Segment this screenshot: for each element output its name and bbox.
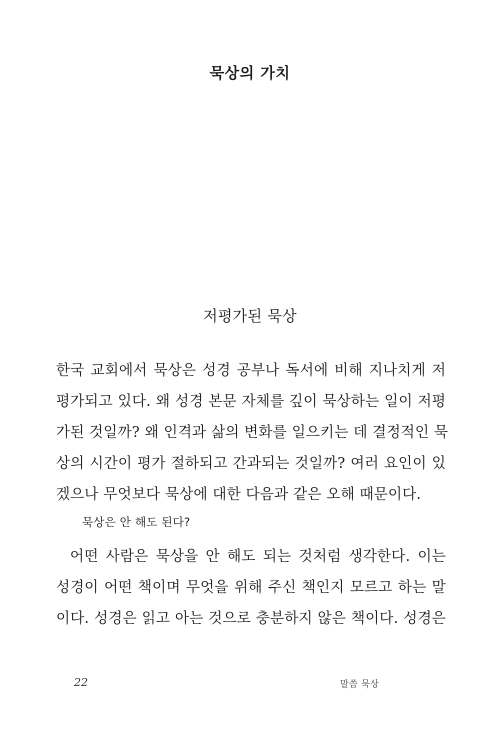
running-footer-title: 말씀 묵상 xyxy=(340,680,380,690)
subheading: 묵상은 안 해도 된다? xyxy=(82,515,191,529)
paragraph-line: 성경이 어떤 책이며 무엇을 위해 주신 책인지 모르고 하는 말 xyxy=(56,580,446,596)
page-number: 22 xyxy=(74,676,88,689)
paragraph-line: 이다. 성경은 읽고 아는 것으로 충분하지 않은 책이다. 성경은 xyxy=(56,611,446,627)
paragraph-line: 어떤 사람은 묵상을 안 해도 되는 것처럼 생각한다. 이는 xyxy=(70,549,446,565)
body-paragraph-2 xyxy=(56,542,446,635)
paragraph-line: 겠으나 무엇보다 묵상에 대한 다음과 같은 오해 때문이다. xyxy=(56,487,422,503)
chapter-title: 묵상의 가치 xyxy=(209,64,291,82)
paragraph-line: 가된 것일까? 왜 인격과 삶의 변화를 일으키는 데 결정적인 묵 xyxy=(56,425,449,441)
body-paragraph-1 xyxy=(56,356,449,511)
paragraph-line: 평가되고 있다. 왜 성경 본문 자체를 깊이 묵상하는 일이 저평 xyxy=(56,394,446,410)
paragraph-line: 상의 시간이 평가 절하되고 간과되는 것일까? 여러 요인이 있 xyxy=(56,456,446,472)
section-title: 저평가된 묵상 xyxy=(203,307,297,325)
paragraph-line: 한국 교회에서 묵상은 성경 공부나 독서에 비해 지나치게 저 xyxy=(56,363,446,379)
